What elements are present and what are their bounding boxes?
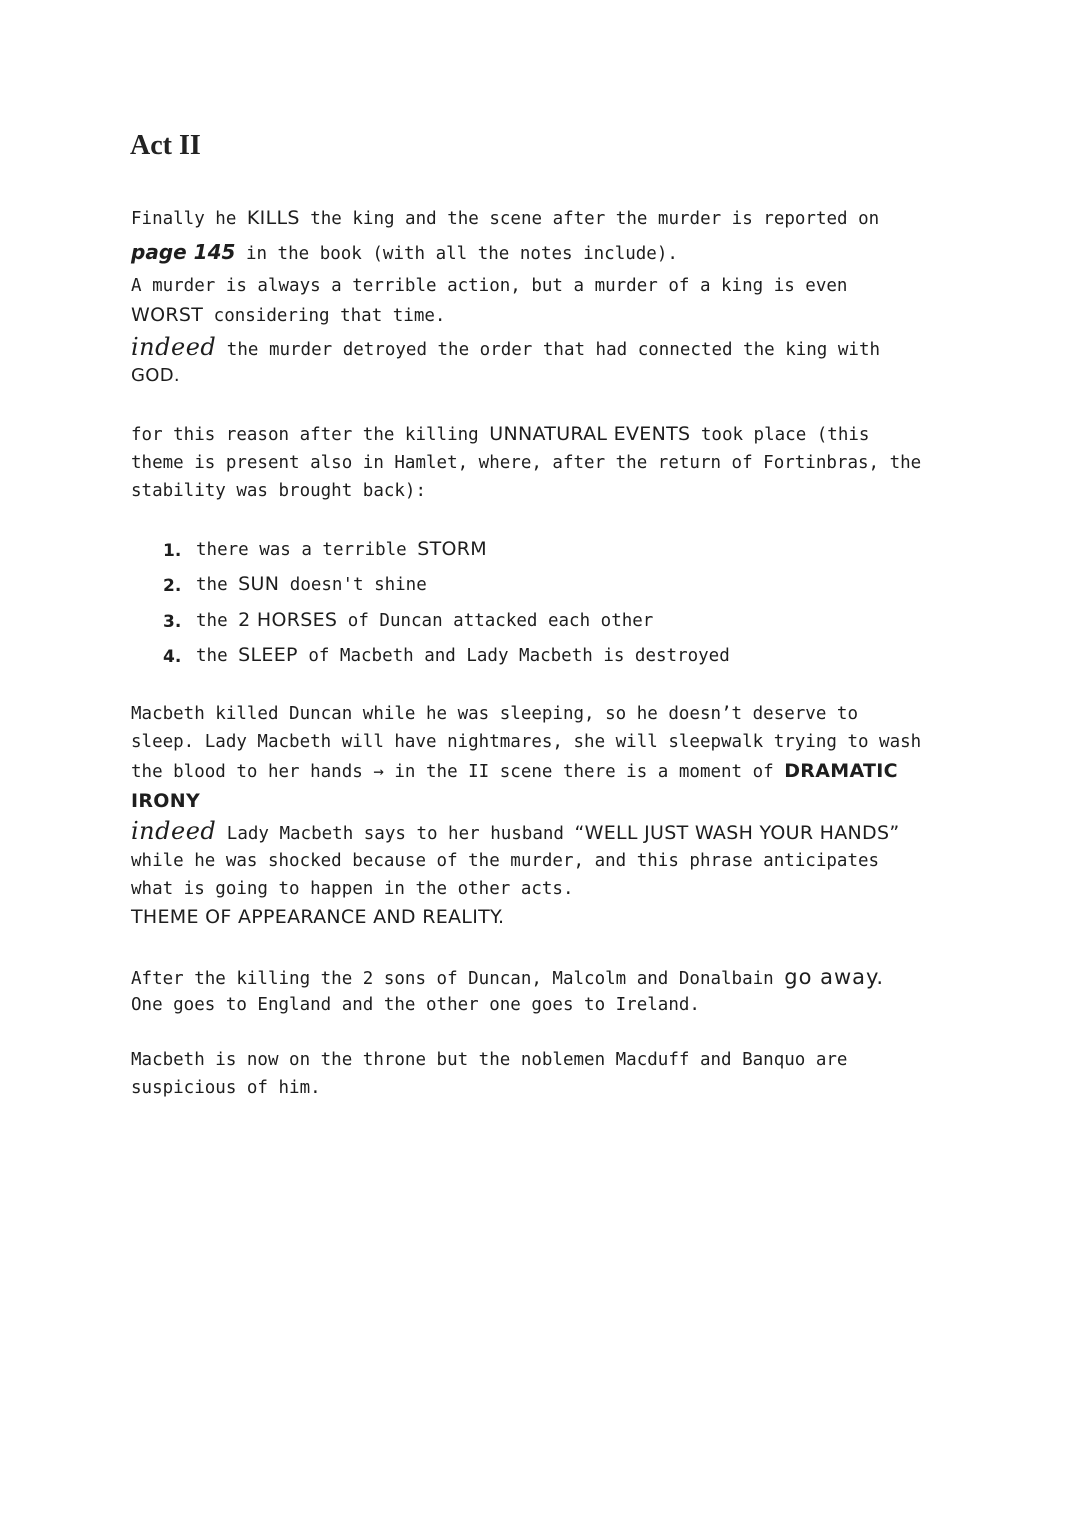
paragraph-2-line-2: theme is present also in Hamlet, where, after the return of Fortinbras, the [131,453,922,473]
paragraph-3-line-1: Macbeth killed Duncan while he was sleeping, so he doesn’t deserve to [131,704,858,724]
paragraph-1-line-6: GOD. [131,365,180,386]
list-item-number: 2. [163,576,182,596]
list-item-number: 1. [163,541,182,561]
list-item: the SLEEP of Macbeth and Lady Macbeth is destroyed [196,644,730,666]
paragraph-5-line-1: Macbeth is now on the throne but the noblemen Macduff and Banquo are [131,1050,848,1070]
theme-appearance-reality: THEME OF APPEARANCE AND REALITY. [131,906,505,928]
casual-go-away: go away. [784,965,885,989]
paragraph-2-line-1: for this reason after the killing UNNATURAL EVENTS took place (this [131,423,870,445]
list-item-number: 3. [163,612,182,632]
paragraph-3-line-6: while he was shocked because of the murder, and this phrase anticipates [131,851,880,871]
paragraph-1-line-1: Finally he KILLS the king and the scene after the murder is reported on [131,207,880,229]
page-title: Act II [130,130,201,161]
paragraph-3-line-2: sleep. Lady Macbeth will have nightmares, she will sleepwalk trying to wash [131,732,922,752]
highlight-unnatural-events: UNNATURAL EVENTS [489,423,691,445]
page-reference: page 145 [131,240,236,264]
highlight-worst: WORST [131,304,204,326]
list-item: the 2 HORSES of Duncan attacked each other [196,609,654,631]
paragraph-1-line-4: WORST considering that time. [131,304,446,326]
paragraph-3-line-5: indeed Lady Macbeth says to her husband “WELL JUST WASH YOUR HANDS” [131,817,900,845]
paragraph-5-line-2: suspicious of him. [131,1078,321,1098]
paragraph-3-line-7: what is going to happen in the other acts. [131,879,574,899]
paragraph-2-line-3: stability was brought back): [131,481,427,501]
paragraph-3-line-3: the blood to her hands → in the II scene there is a moment of DRAMATIC [131,760,898,782]
paragraph-4-line-1: After the killing the 2 sons of Duncan, Malcolm and Donalbain go away. [131,965,885,989]
paragraph-1-line-3: A murder is always a terrible action, but a murder of a king is even [131,276,848,296]
quote-wash-your-hands: “WELL JUST WASH YOUR HANDS” [574,822,900,844]
paragraph-3-line-4: IRONY [131,790,201,812]
script-word-indeed: indeed [131,333,217,361]
script-word-indeed: indeed [131,817,217,845]
highlight-dramatic: DRAMATIC [784,760,898,782]
highlight-kills: KILLS [246,207,300,229]
paragraph-4-line-2: One goes to England and the other one goes to Ireland. [131,995,700,1015]
list-item: there was a terrible STORM [196,538,487,560]
paragraph-1-line-5: indeed the murder detroyed the order that had connected the king with [131,333,881,361]
list-item: the SUN doesn't shine [196,573,427,595]
list-item-number: 4. [163,647,182,667]
paragraph-1-line-2: page 145 in the book (with all the notes include). [131,240,678,264]
